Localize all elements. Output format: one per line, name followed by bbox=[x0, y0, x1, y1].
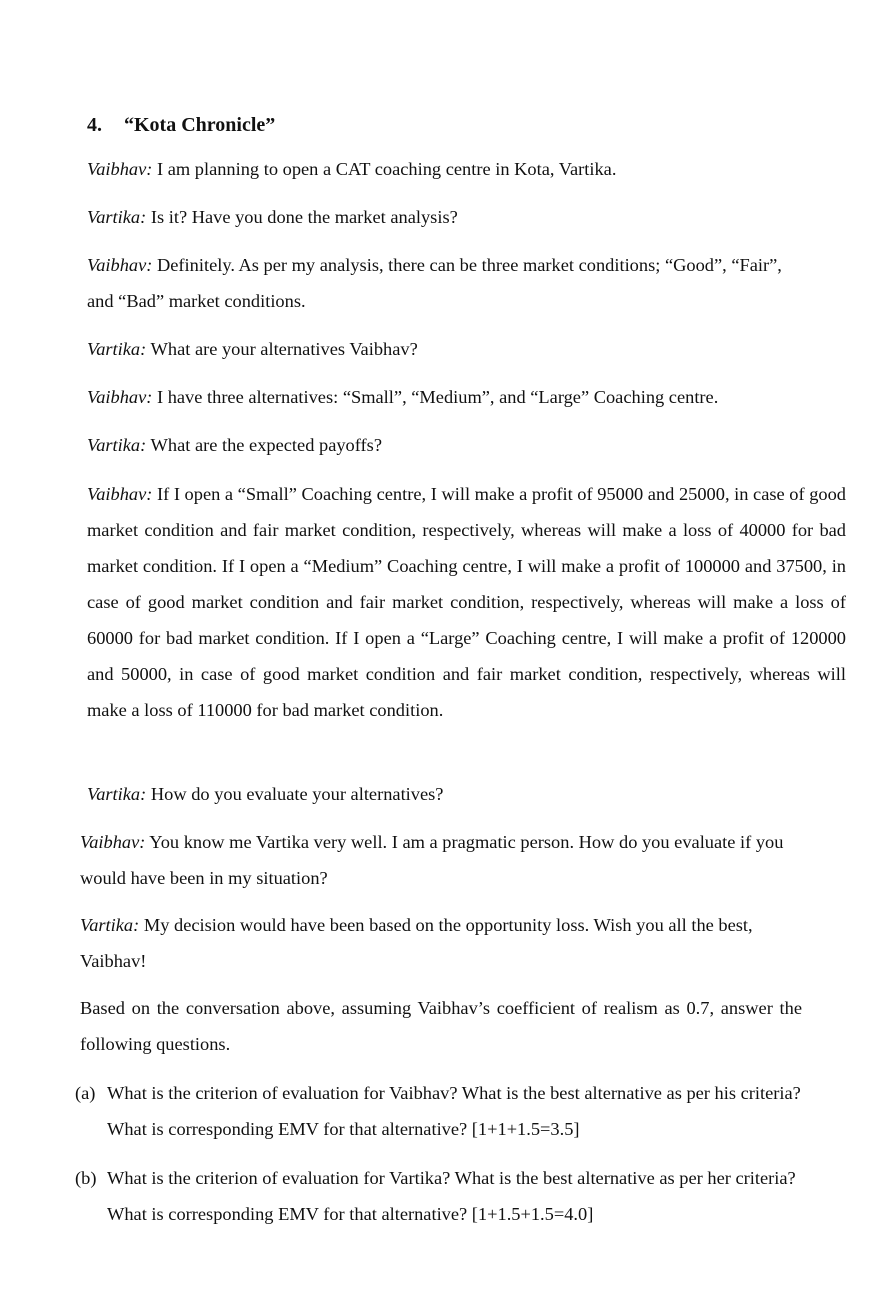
dialogue-text: Is it? Have you done the market analysis? bbox=[146, 207, 458, 227]
dialogue-line-9 bbox=[80, 824, 820, 896]
sub-question-label: (a) bbox=[75, 1083, 96, 1103]
speaker-name: Vartika: bbox=[87, 784, 147, 804]
question-title: “Kota Chronicle” bbox=[124, 114, 276, 136]
sub-question-b bbox=[75, 1160, 835, 1232]
speaker-name: Vartika: bbox=[87, 435, 147, 455]
speaker-name: Vaibhav: bbox=[87, 484, 153, 504]
sub-question-text: What is the criterion of evaluation for Vaibhav? What is the best alternative as per his criteria? What is corresponding EMV for that alternative? [1+1+1.5=3.5] bbox=[107, 1083, 801, 1139]
dialogue-text: What are your alternatives Vaibhav? bbox=[146, 339, 418, 359]
dialogue-line-5 bbox=[87, 379, 847, 415]
dialogue-text: I have three alternatives: “Small”, “Medium”, and “Large” Coaching centre. bbox=[152, 387, 719, 407]
dialogue-text: If I open a “Small” Coaching centre, I will make a profit of 95000 and 25000, in case of good market condition and fair market condition, respectively, whereas will make a loss of 40000 for bad market condition. If I open a “Medium” Coaching centre, I will make a profit of 100000 and 37500, in case of good market condition and fair market condition, respectively, whereas will make a loss of 60000 for bad market condition. If I open a “Large” Coaching centre, I will make a profit of 120000 and 50000, in case of good market condition and fair market condition, respectively, whereas will make a loss of 110000 for bad market condition. bbox=[87, 484, 846, 720]
question-heading bbox=[87, 114, 275, 137]
sub-question-text: What is the criterion of evaluation for Vartika? What is the best alternative as per her criteria? What is corresponding EMV for that alternative? [1+1.5+1.5=4.0] bbox=[107, 1168, 796, 1224]
dialogue-text: How do you evaluate your alternatives? bbox=[146, 784, 444, 804]
dialogue-text: You know me Vartika very well. I am a pragmatic person. How do you evaluate if you would have been in my situation? bbox=[80, 832, 784, 888]
dialogue-text: My decision would have been based on the opportunity loss. Wish you all the best, Vaibhav! bbox=[80, 915, 753, 971]
question-number: 4. bbox=[87, 114, 102, 136]
dialogue-line-4 bbox=[87, 331, 847, 367]
dialogue-text: I am planning to open a CAT coaching centre in Kota, Vartika. bbox=[152, 159, 617, 179]
dialogue-text: Definitely. As per my analysis, there can be three market conditions; “Good”, “Fair”, and “Bad” market conditions. bbox=[87, 255, 782, 311]
dialogue-line-8 bbox=[87, 776, 847, 812]
dialogue-text: What are the expected payoffs? bbox=[146, 435, 382, 455]
speaker-name: Vaibhav: bbox=[87, 387, 153, 407]
speaker-name: Vaibhav: bbox=[87, 159, 153, 179]
speaker-name: Vartika: bbox=[87, 207, 147, 227]
dialogue-line-1 bbox=[87, 151, 847, 187]
speaker-name: Vartika: bbox=[80, 915, 140, 935]
dialogue-line-3 bbox=[87, 247, 812, 319]
speaker-name: Vaibhav: bbox=[87, 255, 153, 275]
dialogue-line-7 bbox=[87, 476, 846, 728]
dialogue-line-6 bbox=[87, 427, 847, 463]
speaker-name: Vartika: bbox=[87, 339, 147, 359]
dialogue-line-10 bbox=[80, 907, 780, 979]
dialogue-line-2 bbox=[87, 199, 847, 235]
speaker-name: Vaibhav: bbox=[80, 832, 146, 852]
sub-question-label: (b) bbox=[75, 1168, 97, 1188]
instruction-text: Based on the conversation above, assuming Vaibhav’s coefficient of realism as 0.7, answer the following questions. bbox=[80, 998, 802, 1054]
sub-question-a bbox=[75, 1075, 835, 1147]
